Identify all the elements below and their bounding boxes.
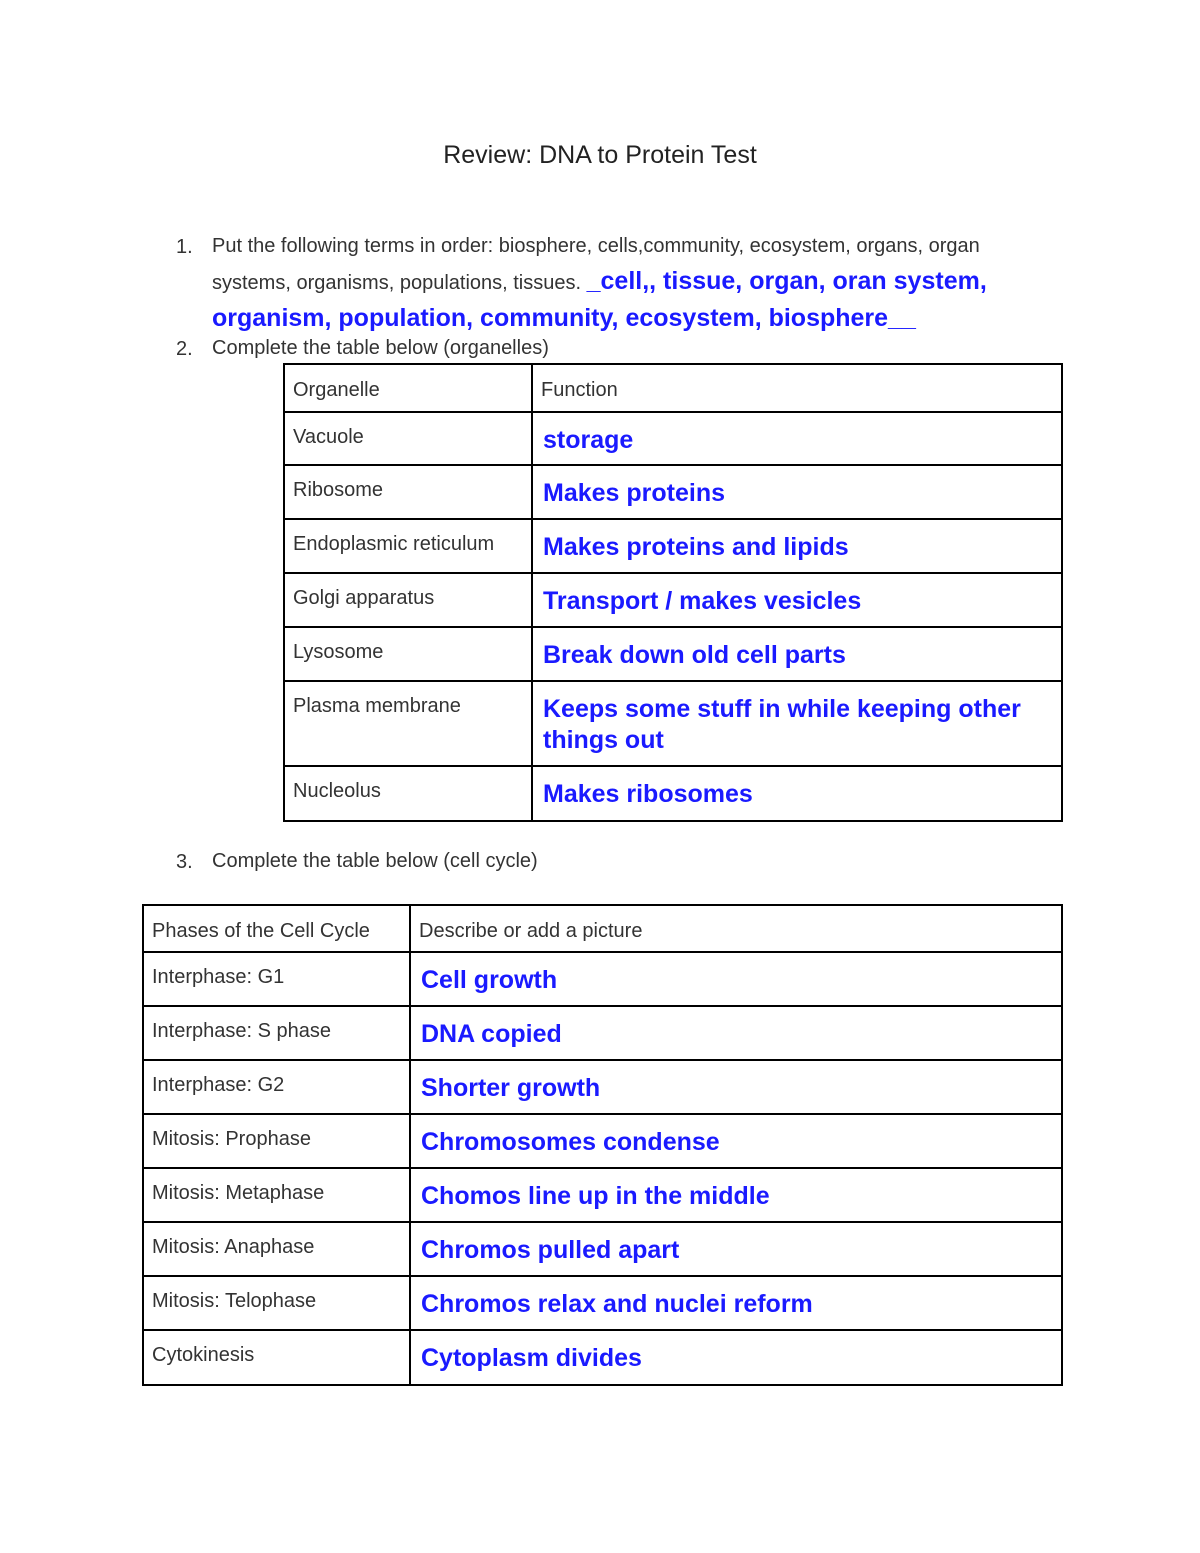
- phase-answer: Shorter growth: [421, 1074, 601, 1102]
- phase-label: Interphase: G2: [152, 1074, 285, 1096]
- organelle-label: Vacuole: [293, 426, 364, 448]
- table-header-row: [143, 905, 1062, 952]
- table-row: [143, 1222, 1062, 1276]
- table-cell: [410, 1276, 1062, 1330]
- phase-answer: Cytoplasm divides: [421, 1344, 642, 1372]
- table-row: [284, 519, 1062, 573]
- table-cell: [532, 766, 1062, 821]
- table-row: [143, 1276, 1062, 1330]
- function-answer: Transport / makes vesicles: [543, 587, 862, 615]
- question-1-answer-line-1: _cell,, tissue, organ, oran system,: [586, 267, 987, 295]
- header-phases: Phases of the Cell Cycle: [152, 920, 370, 942]
- phase-answer: DNA copied: [421, 1020, 562, 1048]
- table-cell: [143, 1060, 410, 1114]
- question-2-prompt: Complete the table below (organelles): [212, 337, 549, 359]
- page-title: Review: DNA to Protein Test: [443, 141, 757, 169]
- table-cell: [410, 1168, 1062, 1222]
- table-row: [143, 1330, 1062, 1385]
- table-row: [284, 412, 1062, 465]
- organelle-label: Ribosome: [293, 479, 384, 501]
- function-answer: Break down old cell parts: [543, 641, 846, 669]
- table-cell: [410, 952, 1062, 1006]
- table-header-cell: [143, 905, 410, 952]
- header-describe: Describe or add a picture: [419, 920, 643, 942]
- table-row: [284, 681, 1062, 766]
- phase-label: Mitosis: Telophase: [152, 1290, 317, 1312]
- function-answer: Makes ribosomes: [543, 780, 753, 808]
- table-cell: [532, 519, 1062, 573]
- table-row: [143, 1006, 1062, 1060]
- organelle-label: Lysosome: [293, 641, 384, 663]
- organelle-label: Endoplasmic reticulum: [293, 533, 495, 555]
- phase-answer: Chomos line up in the middle: [421, 1182, 770, 1210]
- phase-label: Mitosis: Prophase: [152, 1128, 311, 1150]
- phase-answer: Cell growth: [421, 966, 558, 994]
- table-cell: [532, 573, 1062, 627]
- table-cell: [284, 627, 532, 681]
- table-cell: [532, 627, 1062, 681]
- phase-label: Mitosis: Anaphase: [152, 1236, 315, 1258]
- table-cell: [532, 412, 1062, 465]
- table-row: [143, 1060, 1062, 1114]
- question-3-number: 3.: [176, 851, 193, 873]
- question-1: [212, 229, 1052, 338]
- table-row: [143, 952, 1062, 1006]
- table-cell: [284, 681, 532, 766]
- table-cell: [284, 412, 532, 465]
- table-row: [284, 465, 1062, 519]
- table-row: [284, 627, 1062, 681]
- table-cell: [532, 681, 1062, 766]
- organelles-table: [283, 363, 1063, 822]
- question-1-prompt: Put the following terms in order: biosphere, cells,community, ecosystem, organs, organ systems, organisms, populations, tissues.: [212, 235, 980, 294]
- organelle-label: Golgi apparatus: [293, 587, 435, 609]
- phase-answer: Chromos relax and nuclei reform: [421, 1290, 813, 1318]
- table-cell: [410, 1006, 1062, 1060]
- table-row: [143, 1168, 1062, 1222]
- cell-cycle-table: [142, 904, 1063, 1386]
- table-cell: [143, 952, 410, 1006]
- table-header-cell: [410, 905, 1062, 952]
- table-cell: [410, 1060, 1062, 1114]
- function-answer: Makes proteins and lipids: [543, 533, 849, 561]
- table-cell: [143, 1006, 410, 1060]
- phase-answer: Chromosomes condense: [421, 1128, 720, 1156]
- table-cell: [410, 1222, 1062, 1276]
- organelle-label: Plasma membrane: [293, 695, 461, 717]
- phase-label: Interphase: S phase: [152, 1020, 332, 1042]
- table-header-row: [284, 364, 1062, 412]
- organelle-label: Nucleolus: [293, 780, 381, 802]
- table-row: [143, 1114, 1062, 1168]
- table-cell: [284, 519, 532, 573]
- header-function: Function: [541, 379, 618, 401]
- phase-answer: Chromos pulled apart: [421, 1236, 680, 1264]
- table-row: [284, 766, 1062, 821]
- table-header-cell: [284, 364, 532, 412]
- table-header-cell: [532, 364, 1062, 412]
- question-1-answer-line-2: organism, population, community, ecosystem, biosphere__: [212, 304, 916, 332]
- function-answer: storage: [543, 426, 634, 454]
- table-cell: [143, 1222, 410, 1276]
- table-cell: [284, 573, 532, 627]
- question-1-number: 1.: [176, 236, 193, 258]
- table-cell: [284, 465, 532, 519]
- table-cell: [284, 766, 532, 821]
- table-row: [284, 573, 1062, 627]
- table-cell: [143, 1168, 410, 1222]
- table-cell: [143, 1114, 410, 1168]
- phase-label: Interphase: G1: [152, 966, 285, 988]
- table-cell: [143, 1276, 410, 1330]
- table-cell: [143, 1330, 410, 1385]
- question-3-prompt: Complete the table below (cell cycle): [212, 850, 538, 872]
- table-cell: [410, 1330, 1062, 1385]
- header-organelle: Organelle: [293, 379, 380, 401]
- function-answer: Keeps some stuff in while keeping other things out: [543, 695, 1021, 754]
- function-answer: Makes proteins: [543, 479, 726, 507]
- phase-label: Cytokinesis: [152, 1344, 255, 1366]
- table-cell: [532, 465, 1062, 519]
- question-2-number: 2.: [176, 338, 193, 360]
- table-cell: [410, 1114, 1062, 1168]
- phase-label: Mitosis: Metaphase: [152, 1182, 325, 1204]
